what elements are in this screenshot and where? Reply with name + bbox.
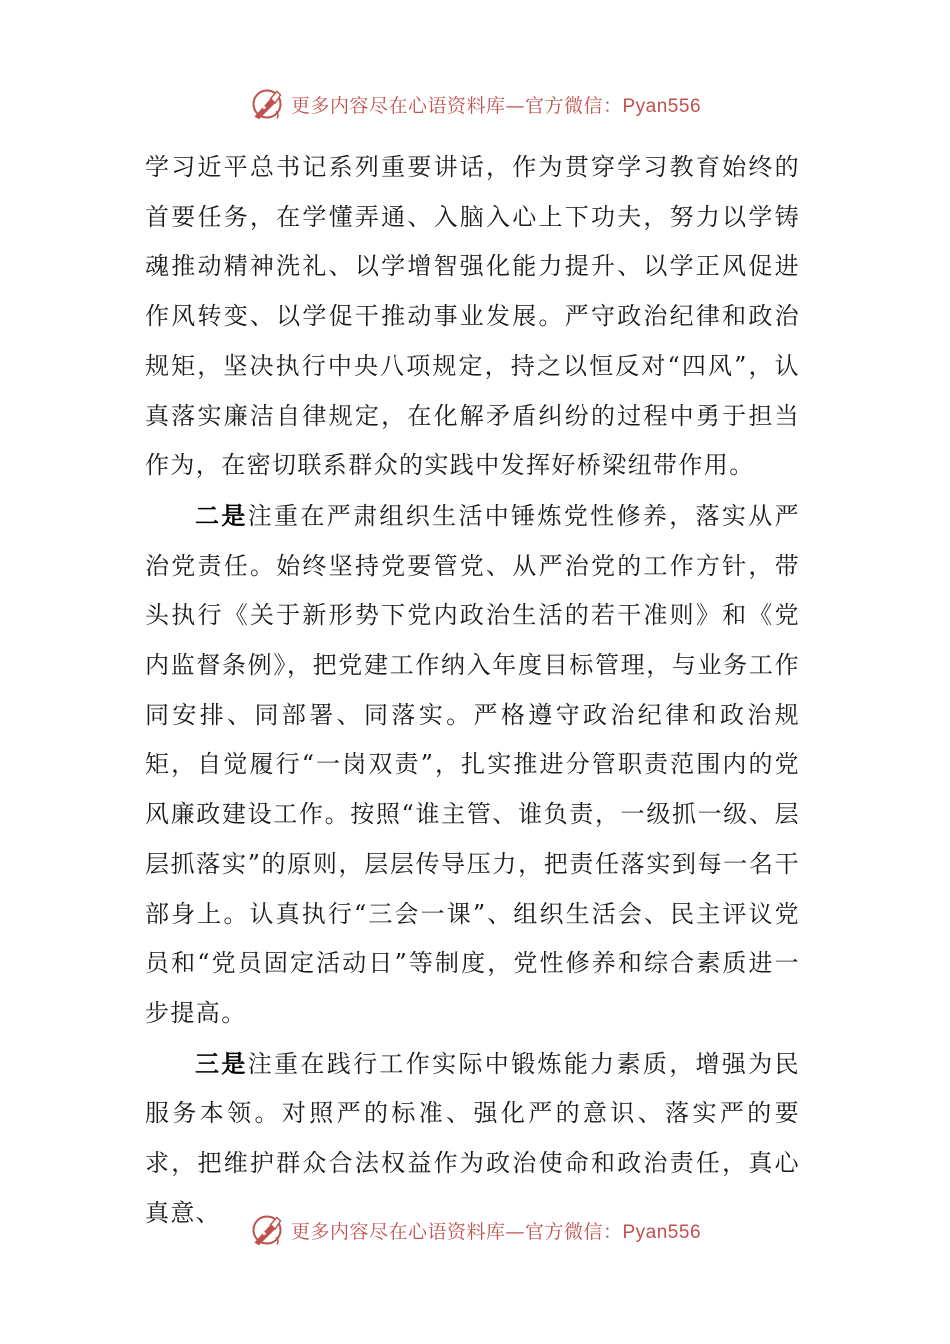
paragraph-1	[145, 143, 800, 491]
wechat-id: Pyan556	[622, 95, 702, 117]
paragraph-2	[145, 491, 800, 1039]
watermark-text: 更多内容尽在心语资料库—官方微信：Pyan556	[290, 94, 702, 117]
document-body	[145, 143, 800, 1227]
paragraph-text: 注重在严肃组织生活中锤炼党性修养，落实从严治党责任。始终坚持党要管党、从严治党的工作方针，带头执行《关于新形势下党内政治生活的若干准则》和《党内监督条例》，把党建工作纳入年度目标管理，与业务工作同安排、同部署、同落实。严格遵守政治纪律和政治规矩，自觉履行“一岗双责”，扎实推进分管职责范围内的党风廉政建设工作。按照“谁主管、谁负责，一级抓一级、层层抓落实”的原则，层层传导压力，把责任落实到每一名干部身上。认真执行“三会一课”、组织生活会、民主评议党员和“党员固定活动日”等制度，党性修养和综合素质进一步提高。	[145, 501, 800, 1027]
pen-nib-logo-icon	[249, 86, 285, 122]
paragraph-text: 学习近平总书记系列重要讲话，作为贯穿学习教育始终的首要任务，在学懂弄通、入脑入心上下功夫，努力以学铸魂推动精神洗礼、以学增智强化能力提升、以学正风促进作风转变、以学促干推动事业发展。严守政治纪律和政治规矩，坚决执行中央八项规定，持之以恒反对“四风”，认真落实廉洁自律规定，在化解矛盾纠纷的过程中勇于担当作为，在密切联系群众的实践中发挥好桥梁纽带作用。	[145, 153, 800, 480]
footer-watermark	[0, 1206, 950, 1254]
paragraph-lead: 二是	[195, 500, 248, 530]
header-watermark	[0, 80, 950, 128]
paragraph-lead: 三是	[195, 1048, 248, 1078]
paragraph-text: 注重在践行工作实际中锻炼能力素质，增强为民服务本领。对照严的标准、强化严的意识、落实严的要求，把维护群众合法权益作为政治使命和政治责任，真心真意、	[145, 1049, 800, 1227]
wechat-id: Pyan556	[622, 1221, 702, 1243]
pen-nib-logo-icon	[249, 1212, 285, 1248]
watermark-text: 更多内容尽在心语资料库—官方微信：Pyan556	[290, 1220, 702, 1243]
